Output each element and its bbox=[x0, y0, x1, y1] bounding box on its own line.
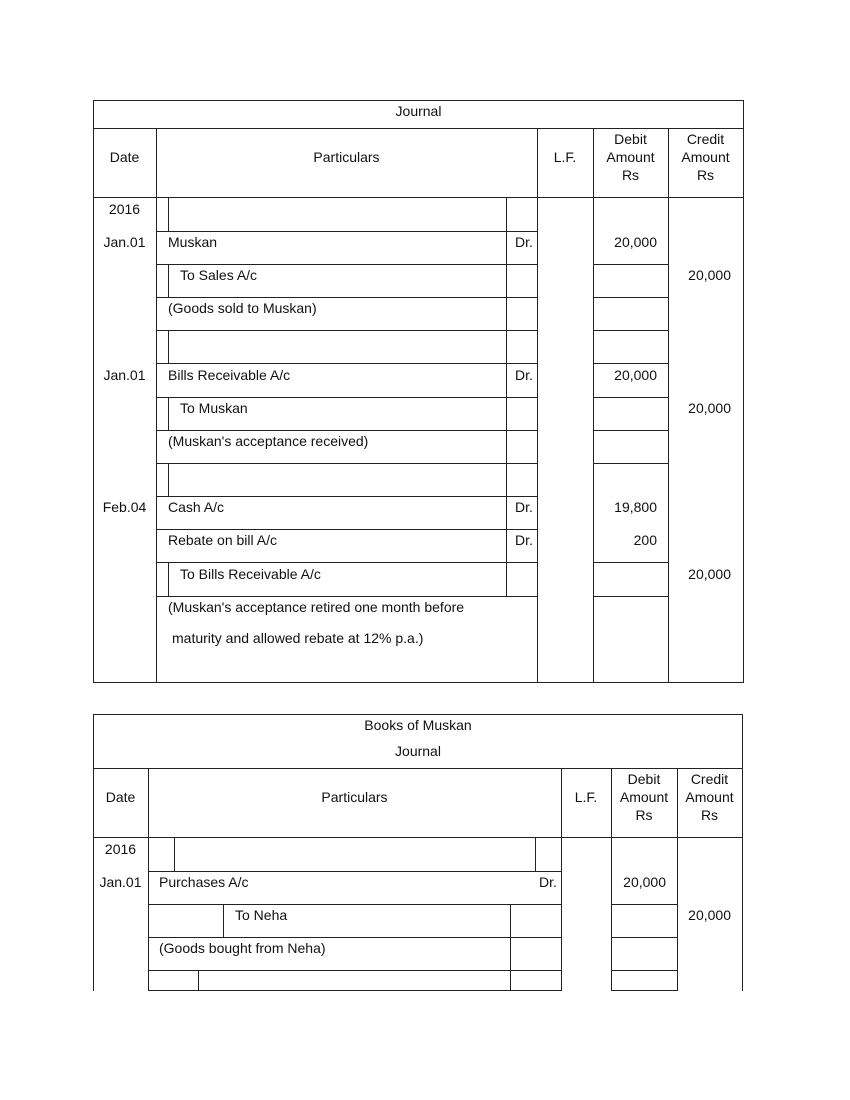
header-lf: L.F. bbox=[553, 149, 577, 165]
row-line bbox=[156, 363, 537, 364]
particulars-text: Muskan bbox=[168, 234, 218, 250]
narration: (Goods sold to Muskan) bbox=[168, 300, 317, 316]
dr-marker: Dr. bbox=[539, 874, 557, 890]
indent-marker bbox=[168, 264, 169, 297]
journal-title: Journal bbox=[395, 103, 442, 119]
frame-top bbox=[93, 714, 743, 715]
row-line bbox=[156, 231, 537, 232]
row-line bbox=[593, 397, 668, 398]
dr-marker: Dr. bbox=[515, 532, 533, 548]
journal-title: Journal bbox=[395, 743, 441, 759]
debit-amount: 20,000 bbox=[623, 874, 666, 890]
row-line bbox=[611, 970, 677, 971]
particulars-text: Purchases A/c bbox=[159, 874, 249, 890]
row-line bbox=[156, 562, 537, 563]
column-divider bbox=[156, 128, 157, 683]
row-line bbox=[148, 970, 561, 971]
particulars-text: To Muskan bbox=[180, 400, 248, 416]
year-cell: 2016 bbox=[104, 841, 137, 857]
header-debit: Debit Amount Rs bbox=[606, 131, 655, 183]
row-line bbox=[148, 937, 561, 938]
particulars-text: Bills Receivable A/c bbox=[168, 367, 291, 383]
row-line bbox=[156, 596, 537, 597]
row-line bbox=[611, 937, 677, 938]
row-line bbox=[593, 430, 668, 431]
particulars-text: To Neha bbox=[235, 907, 288, 923]
row-line bbox=[593, 330, 668, 331]
particulars-text: To Sales A/c bbox=[180, 267, 258, 283]
row-line bbox=[156, 496, 537, 497]
header-debit: Debit Amount Rs bbox=[619, 771, 669, 823]
row-line bbox=[156, 330, 537, 331]
row-line bbox=[148, 871, 561, 872]
row-line bbox=[611, 990, 677, 991]
credit-amount: 20,000 bbox=[688, 907, 731, 923]
indent-marker bbox=[168, 330, 169, 363]
dr-column-divider bbox=[510, 904, 511, 991]
indent-marker bbox=[168, 197, 169, 231]
debit-amount: 20,000 bbox=[614, 234, 657, 250]
credit-amount: 20,000 bbox=[688, 566, 731, 582]
header-particulars: Particulars bbox=[321, 789, 388, 805]
narration: maturity and allowed rebate at 12% p.a.) bbox=[172, 630, 424, 646]
divider bbox=[93, 197, 744, 198]
row-line bbox=[593, 463, 668, 464]
credit-amount: 20,000 bbox=[688, 267, 731, 283]
narration: (Goods bought from Neha) bbox=[159, 940, 326, 956]
row-line bbox=[148, 990, 561, 991]
narration: (Muskan's acceptance received) bbox=[168, 433, 369, 449]
row-line bbox=[156, 264, 537, 265]
header-credit: Credit Amount Rs bbox=[681, 131, 730, 183]
divider bbox=[93, 768, 743, 769]
indent-marker bbox=[174, 837, 175, 871]
header-date: Date bbox=[105, 789, 136, 805]
date-cell: Jan.01 bbox=[103, 367, 146, 383]
row-line bbox=[611, 904, 677, 905]
row-line bbox=[156, 463, 537, 464]
row-line bbox=[156, 397, 537, 398]
row-line bbox=[593, 596, 668, 597]
divider bbox=[93, 837, 743, 838]
date-cell: Jan.01 bbox=[99, 874, 142, 890]
dr-marker: Dr. bbox=[515, 499, 533, 515]
date-cell: Feb.04 bbox=[102, 499, 147, 515]
indent-marker bbox=[223, 904, 224, 937]
date-cell: Jan.01 bbox=[103, 234, 146, 250]
particulars-text: To Bills Receivable A/c bbox=[180, 566, 321, 582]
year-cell: 2016 bbox=[108, 201, 141, 217]
indent-marker bbox=[168, 463, 169, 496]
row-line bbox=[593, 297, 668, 298]
row-line bbox=[593, 562, 668, 563]
indent-marker bbox=[168, 397, 169, 430]
row-line bbox=[593, 363, 668, 364]
header-credit: Credit Amount Rs bbox=[685, 771, 734, 823]
particulars-text: Cash A/c bbox=[168, 499, 225, 515]
indent-marker bbox=[168, 562, 169, 596]
dr-marker: Dr. bbox=[515, 234, 533, 250]
debit-amount: 19,800 bbox=[614, 499, 657, 515]
row-line bbox=[156, 430, 537, 431]
header-lf: L.F. bbox=[574, 789, 598, 805]
indent-marker bbox=[198, 970, 199, 991]
divider bbox=[93, 128, 744, 129]
debit-amount: 20,000 bbox=[614, 367, 657, 383]
header-particulars: Particulars bbox=[313, 149, 380, 165]
dr-marker: Dr. bbox=[515, 367, 533, 383]
credit-amount: 20,000 bbox=[688, 400, 731, 416]
row-line bbox=[593, 264, 668, 265]
header-date: Date bbox=[109, 149, 140, 165]
row-line bbox=[148, 904, 561, 905]
dr-column-divider bbox=[535, 837, 536, 871]
column-divider bbox=[537, 128, 538, 683]
column-divider bbox=[593, 128, 594, 683]
row-line bbox=[156, 529, 537, 530]
row-line bbox=[156, 297, 537, 298]
book-title: Books of Muskan bbox=[364, 717, 472, 733]
debit-amount: 200 bbox=[633, 532, 657, 548]
particulars-text: Rebate on bill A/c bbox=[168, 532, 277, 548]
narration: (Muskan's acceptance retired one month before bbox=[168, 599, 465, 615]
